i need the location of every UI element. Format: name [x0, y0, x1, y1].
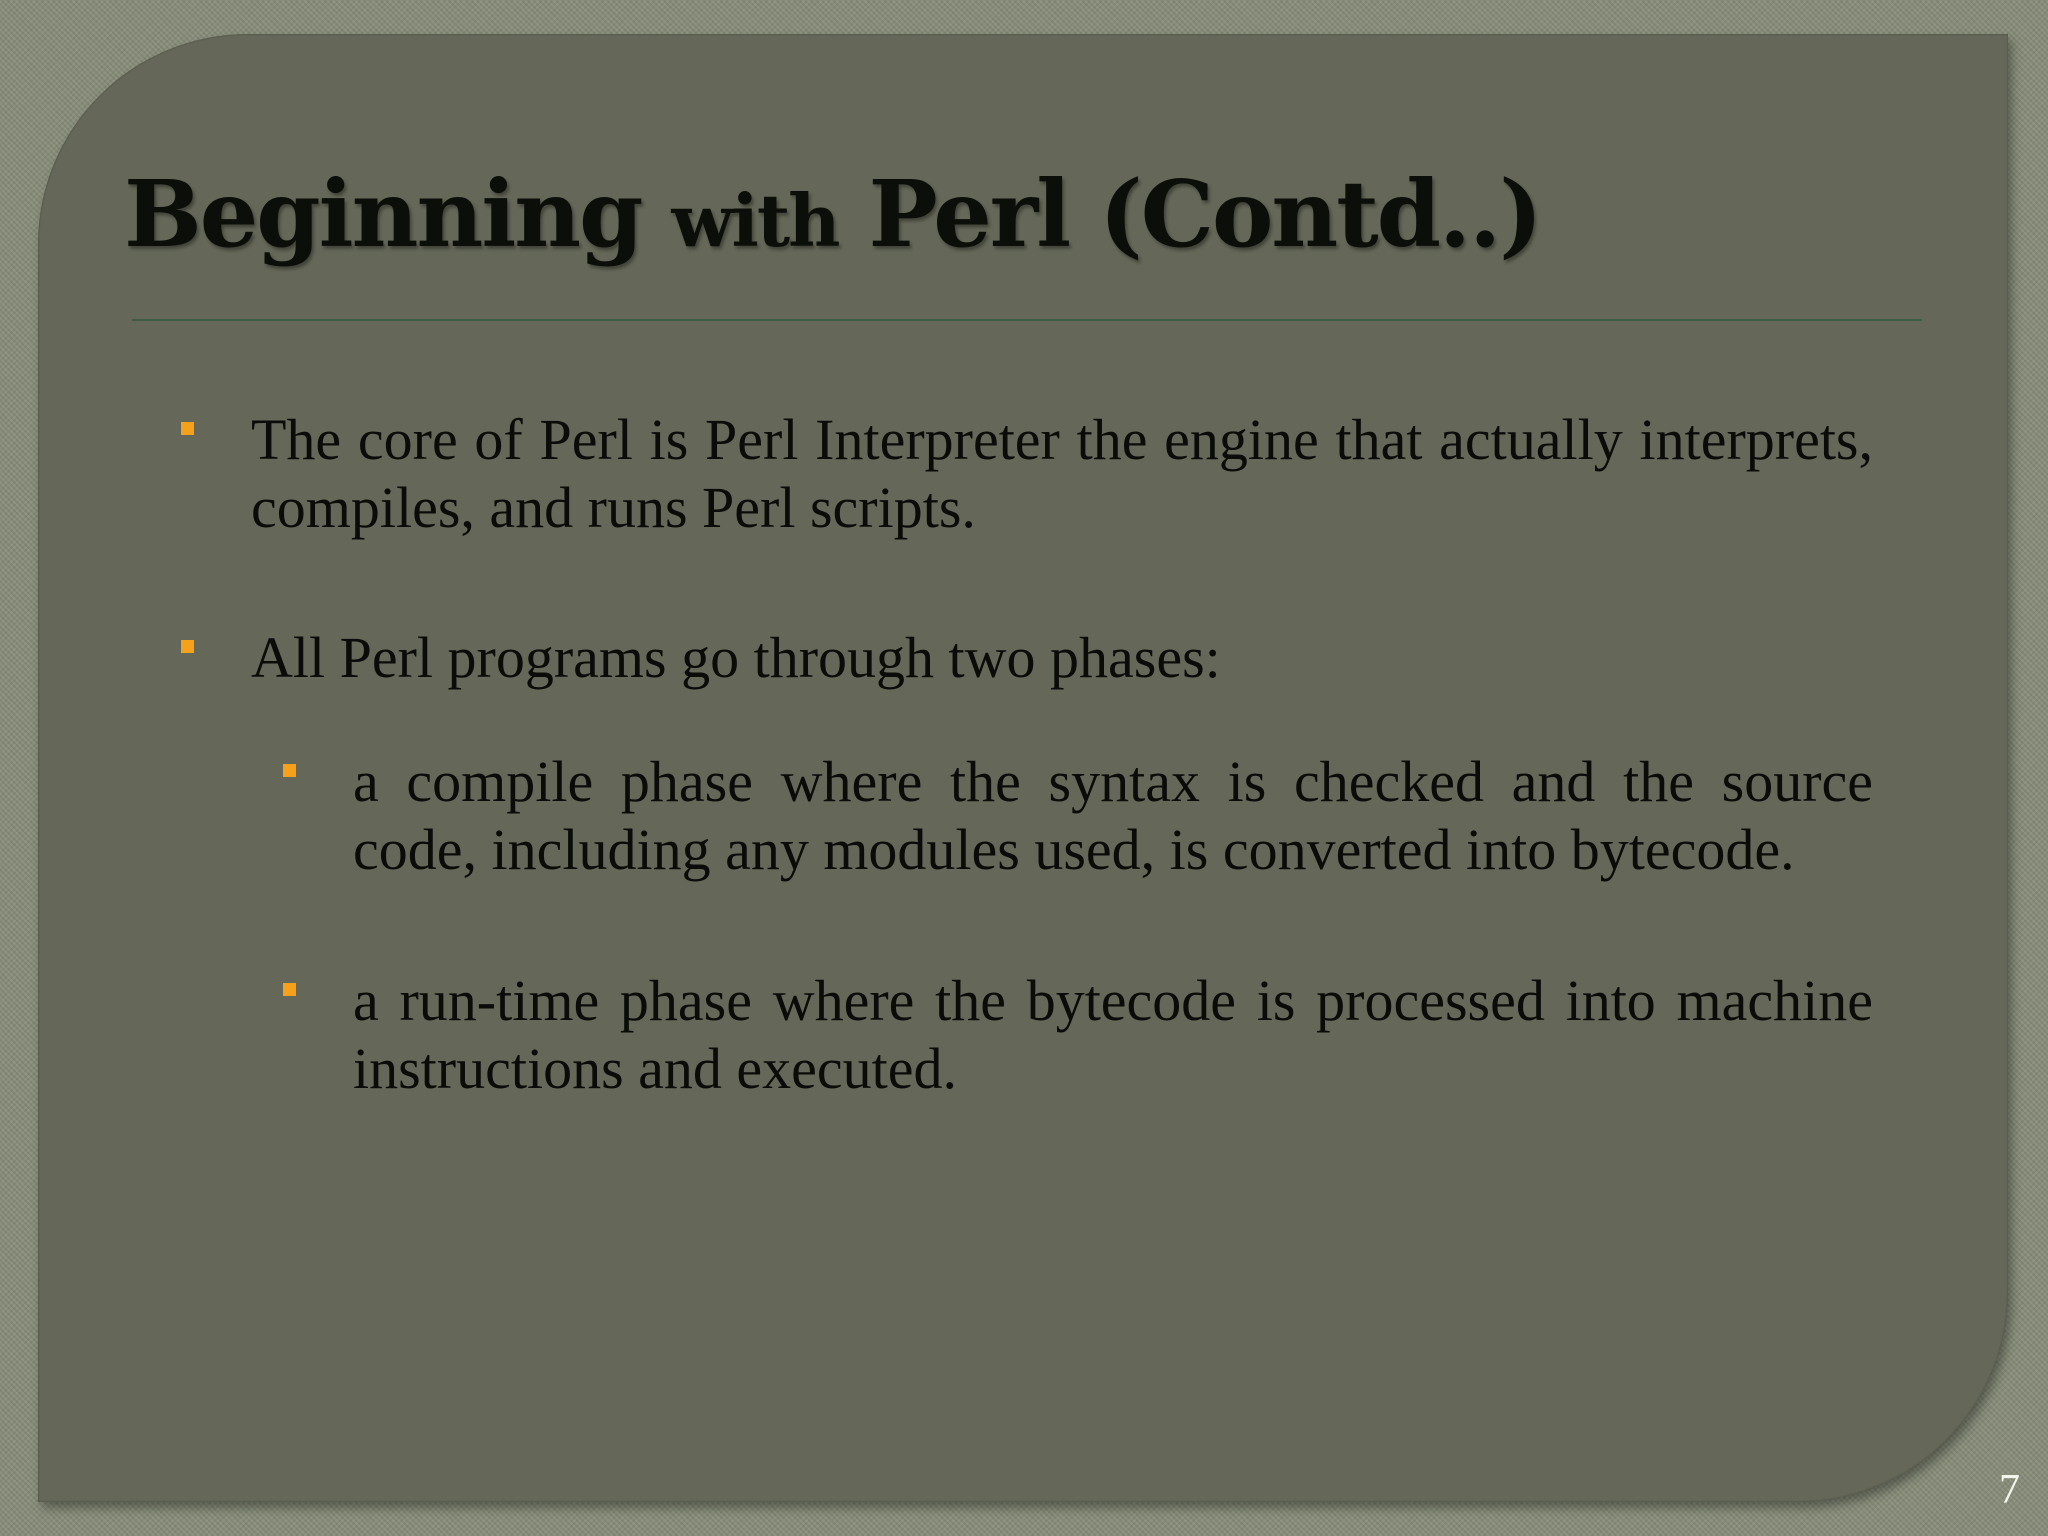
- sub-bullet-text-1: a compile phase where the syntax is checked and the source code, including any modules used, is converted into bytecode.: [353, 749, 1873, 882]
- bullet-marker-2: [181, 640, 194, 653]
- bullet-text-1: The core of Perl is Perl Interpreter the engine that actually interprets, compiles, and runs Perl scripts.: [251, 407, 1873, 540]
- bullet-text-2: All Perl programs go through two phases:: [251, 625, 1221, 690]
- title-part-perl-contd: Perl (Contd..): [838, 160, 1541, 268]
- sub-bullet-marker-2: [283, 983, 296, 996]
- slide-title: [124, 160, 1541, 268]
- sub-bullet-text-2: a run-time phase where the bytecode is processed into machine instructions and executed.: [353, 968, 1873, 1101]
- title-part-beginning: Beginning: [124, 160, 672, 268]
- page-number: 7: [1999, 1467, 2020, 1513]
- title-part-with: with: [671, 178, 839, 263]
- bullet-marker-1: [181, 422, 194, 435]
- sub-bullet-marker-1: [283, 764, 296, 777]
- title-divider: [132, 319, 1922, 321]
